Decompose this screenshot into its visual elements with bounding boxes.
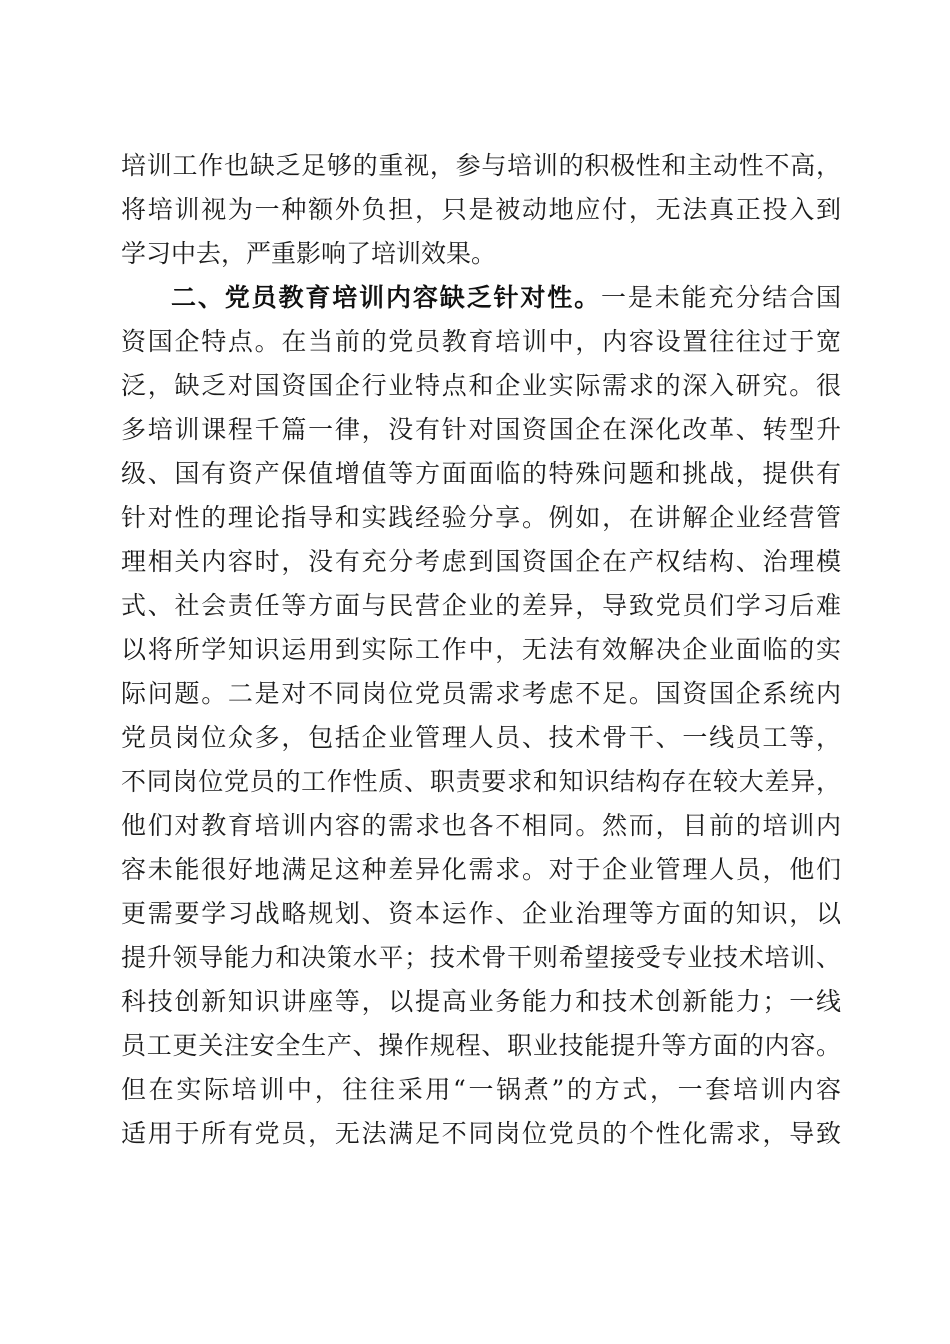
paragraph-2-line: 更需要学习战略规划、资本运作、企业治理等方面的知识，以 — [121, 899, 841, 928]
paragraph-1-line-1: 培训工作也缺乏足够的重视，参与培训的积极性和主动性不高， — [121, 151, 841, 180]
paragraph-2-line: 科技创新知识讲座等，以提高业务能力和技术创新能力；一线 — [121, 987, 841, 1016]
paragraph-1-line-2: 将培训视为一种额外负担，只是被动地应付，无法真正投入到 — [121, 195, 841, 224]
paragraph-2-line: 他们对教育培训内容的需求也各不相同。然而，目前的培训内 — [121, 811, 841, 840]
paragraph-2-line: 员工更关注安全生产、操作规程、职业技能提升等方面的内容。 — [121, 1031, 841, 1060]
paragraph-2-line: 多培训课程千篇一律，没有针对国资国企在深化改革、转型升 — [121, 415, 841, 444]
section-heading: 二、党员教育培训内容缺乏针对性。 — [171, 283, 601, 312]
paragraph-2-first-line — [171, 278, 841, 318]
paragraph-1-line-3: 学习中去，严重影响了培训效果。 — [121, 239, 497, 268]
paragraph-2-line: 以将所学知识运用到实际工作中，无法有效解决企业面临的实 — [121, 635, 841, 664]
paragraph-2-line: 但在实际培训中，往往采用“一锅煮”的方式，一套培训内容 — [121, 1075, 841, 1104]
paragraph-2-line: 式、社会责任等方面与民营企业的差异，导致党员们学习后难 — [121, 591, 841, 620]
paragraph-2-line: 资国企特点。在当前的党员教育培训中，内容设置往往过于宽 — [121, 327, 841, 356]
paragraph-2-line: 级、国有资产保值增值等方面面临的特殊问题和挑战，提供有 — [121, 459, 841, 488]
paragraph-2-line: 适用于所有党员，无法满足不同岗位党员的个性化需求，导致 — [121, 1119, 841, 1148]
paragraph-2-first-line-text: 一是未能充分结合国 — [600, 283, 841, 312]
paragraph-2-line: 党员岗位众多，包括企业管理人员、技术骨干、一线员工等， — [121, 723, 841, 752]
paragraph-2-line: 泛，缺乏对国资国企行业特点和企业实际需求的深入研究。很 — [121, 371, 841, 400]
paragraph-2-line: 针对性的理论指导和实践经验分享。例如，在讲解企业经营管 — [121, 503, 841, 532]
paragraph-2-line: 理相关内容时，没有充分考虑到国资国企在产权结构、治理模 — [121, 547, 841, 576]
paragraph-2-line: 提升领导能力和决策水平；技术骨干则希望接受专业技术培训、 — [121, 943, 841, 972]
paragraph-2-line: 容未能很好地满足这种差异化需求。对于企业管理人员，他们 — [121, 855, 841, 884]
paragraph-2-line: 不同岗位党员的工作性质、职责要求和知识结构存在较大差异， — [121, 767, 841, 796]
paragraph-2-line: 际问题。二是对不同岗位党员需求考虑不足。国资国企系统内 — [121, 679, 841, 708]
